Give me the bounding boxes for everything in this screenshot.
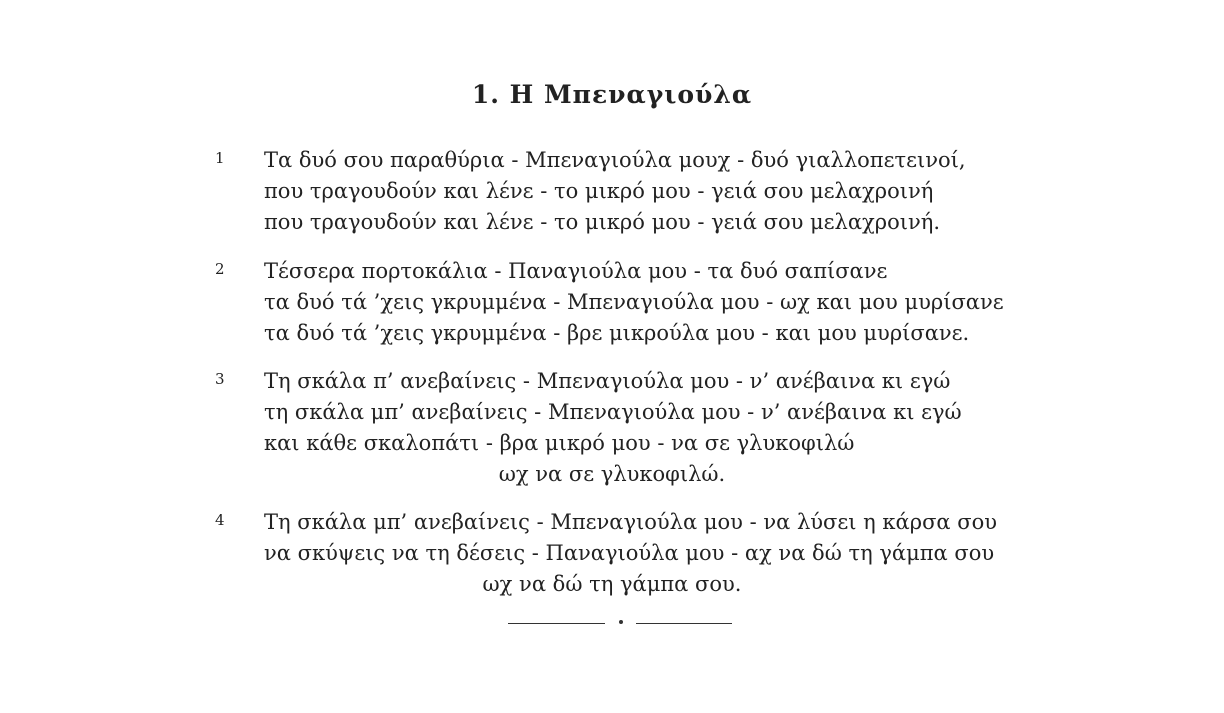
stanza-lines	[264, 366, 1224, 490]
verse-line: να σκύψεις να τη δέσεις - Παναγιούλα μου - αχ να δώ τη γάμπα σου	[264, 541, 995, 565]
verse-line: Τη σκάλα μπ’ ανεβαίνεις - Μπεναγιούλα μου - να λύσει η κάρσα σου	[264, 510, 998, 534]
song-title: 1. Η Μπεναγιούλα	[471, 80, 753, 109]
ornament-rule-left	[508, 623, 605, 624]
verse-line: τα δυό τά ’χεις γκρυμμένα - βρε μικρούλα μου - και μου μυρίσανε.	[264, 321, 970, 345]
stanza-lines	[264, 145, 966, 238]
stanza-number: 2	[215, 260, 225, 278]
stanza-number: 1	[215, 149, 225, 167]
verse-line: Τα δυό σου παραθύρια - Μπεναγιούλα μουχ - δυό γιαλλοπετεινοί,	[264, 148, 966, 172]
verse-refrain: ωχ να σε γλυκοφιλώ.	[498, 462, 726, 486]
verse-line: και κάθε σκαλοπάτι - βρα μικρό μου - να σε γλυκοφιλώ	[264, 431, 855, 455]
stanza-number: 3	[215, 370, 225, 388]
stanza-lines	[264, 507, 1224, 600]
stanza-number: 4	[215, 511, 225, 529]
verse-refrain: ωχ να δώ τη γάμπα σου.	[482, 572, 742, 596]
ornament-dot	[619, 620, 623, 624]
verse-line: Τη σκάλα π’ ανεβαίνεις - Μπεναγιούλα μου - ν’ ανέβαινα κι εγώ	[264, 369, 951, 393]
verse-line: που τραγουδούν και λένε - το μικρό μου - γειά σου μελαχροινή.	[264, 210, 941, 234]
stanza-lines	[264, 256, 1004, 349]
verse-line: τη σκάλα μπ’ ανεβαίνεις - Μπεναγιούλα μου - ν’ ανέβαινα κι εγώ	[264, 400, 962, 424]
verse-line: Τέσσερα πορτοκάλια - Παναγιούλα μου - τα δυό σαπίσανε	[264, 259, 888, 283]
ornament-rule-right	[636, 623, 732, 624]
verse-line: που τραγουδούν και λένε - το μικρό μου - γειά σου μελαχροινή	[264, 179, 934, 203]
verse-line: τα δυό τά ’χεις γκρυμμένα - Μπεναγιούλα μου - ωχ και μου μυρίσανε	[264, 290, 1004, 314]
end-ornament	[0, 611, 1224, 631]
